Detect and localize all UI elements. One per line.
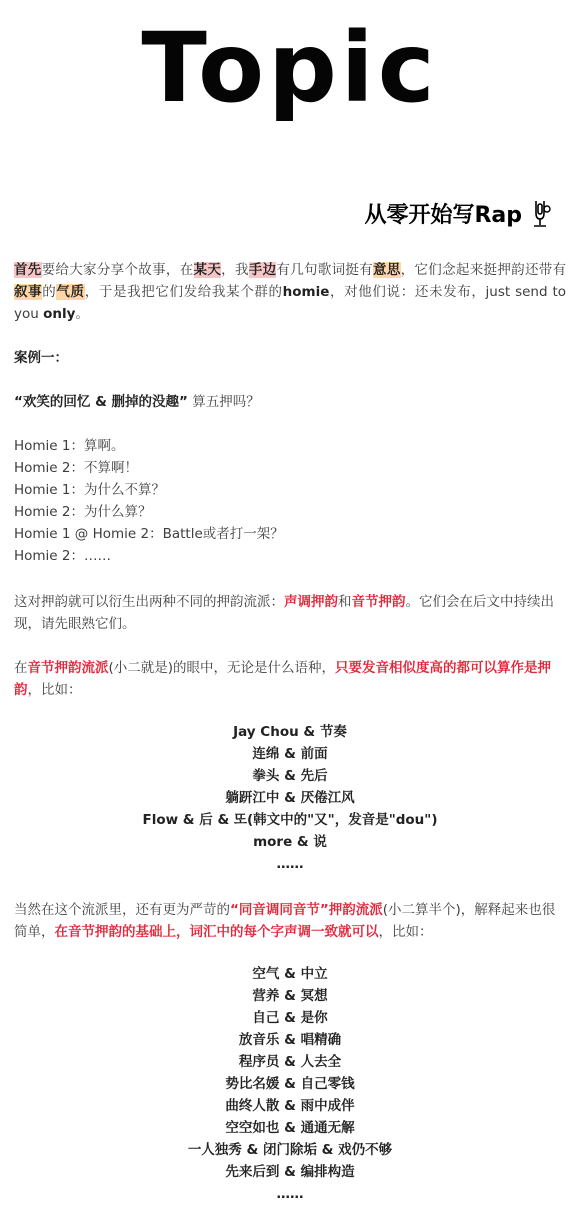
example-item: more & 说 (253, 834, 327, 850)
example-item: 自己 & 是你 (252, 1010, 328, 1026)
example-item: 拳头 & 先后 (252, 768, 328, 784)
example-item: 空气 & 中立 (252, 966, 328, 982)
dialogue-line: Homie 2：…… (14, 548, 111, 564)
tone-rhyme-paragraph: 当然在这个流派里，还有更为严苛的“同音调同音节”押韵流派(小二算半个)，解释起来也很简单，在音节押韵的基础上，词汇中的每个字声调一致就可以，比如： (14, 902, 556, 940)
highlight-text: 手边 (248, 262, 277, 278)
example-item: 营养 & 冥想 (252, 988, 328, 1004)
example-item: 先来后到 & 编排构造 (225, 1164, 355, 1180)
example-item: 放音乐 & 唱精确 (238, 1032, 342, 1048)
topic-title: Topic (141, 12, 439, 124)
highlight-text: 叙事 (14, 284, 43, 300)
example-list-1 (0, 721, 580, 875)
dialogue-line: Homie 1：为什么不算？ (14, 482, 165, 498)
subtitle-text: 从零开始写Rap (364, 203, 522, 228)
example-item: 连绵 & 前面 (252, 746, 328, 762)
subtitle (364, 198, 552, 229)
highlight-text: 首先 (14, 262, 42, 278)
dialogue-line: Homie 1：算啊。 (14, 438, 125, 454)
syllable-rhyme-paragraph: 在音节押韵流派(小二就是)的眼中，无论是什么语种，只要发音相似度高的都可以算作是押韵，比如： (14, 660, 552, 698)
highlight-text: 意思 (373, 262, 401, 278)
example-list-2 (0, 963, 580, 1205)
dialogue-line: Homie 2：不算啊！ (14, 460, 138, 476)
case-question: “欢笑的回忆 & 删掉的没趣” 算五押吗？ (14, 394, 260, 410)
example-item: 空空如也 & 通通无解 (225, 1120, 355, 1136)
example-item: 躺趼江中 & 厌倦江风 (225, 790, 355, 806)
example-item: 曲终人散 & 雨中成伴 (225, 1098, 355, 1114)
example-item: Jay Chou & 节奏 (233, 724, 347, 740)
intro-paragraph: 首先要给大家分享个故事，在某天，我手边有几句歌词挺有意思，它们念起来挺押韵还带有叙事的气质，于是我把它们发给我某个群的homie，对他们说：还未发布，just send to you only。 (14, 262, 567, 322)
highlight-text: 某天 (193, 262, 222, 278)
example-item: 一人独秀 & 闭门除垢 & 戏仍不够 (187, 1142, 393, 1158)
microphone-icon (528, 199, 552, 229)
example-item: 势比名媛 & 自己零钱 (225, 1076, 355, 1092)
example-item: …… (276, 1186, 304, 1202)
rhyme-schools-paragraph: 这对押韵就可以衍生出两种不同的押韵流派：声调押韵和音节押韵。它们会在后文中持续出现，请先眼熟它们。 (14, 594, 554, 632)
example-item: Flow & 后 & 또(韩文中的"又"，发音是"dou") (142, 812, 438, 828)
case-title: 案例一： (14, 350, 68, 366)
example-item: 程序员 & 人去全 (238, 1054, 342, 1070)
dialogue-line: Homie 1 @ Homie 2：Battle或者打一架？ (14, 526, 284, 542)
dialogue-line: Homie 2：为什么算？ (14, 504, 152, 520)
highlight-text: 气质 (56, 284, 85, 300)
example-item: …… (276, 856, 304, 872)
